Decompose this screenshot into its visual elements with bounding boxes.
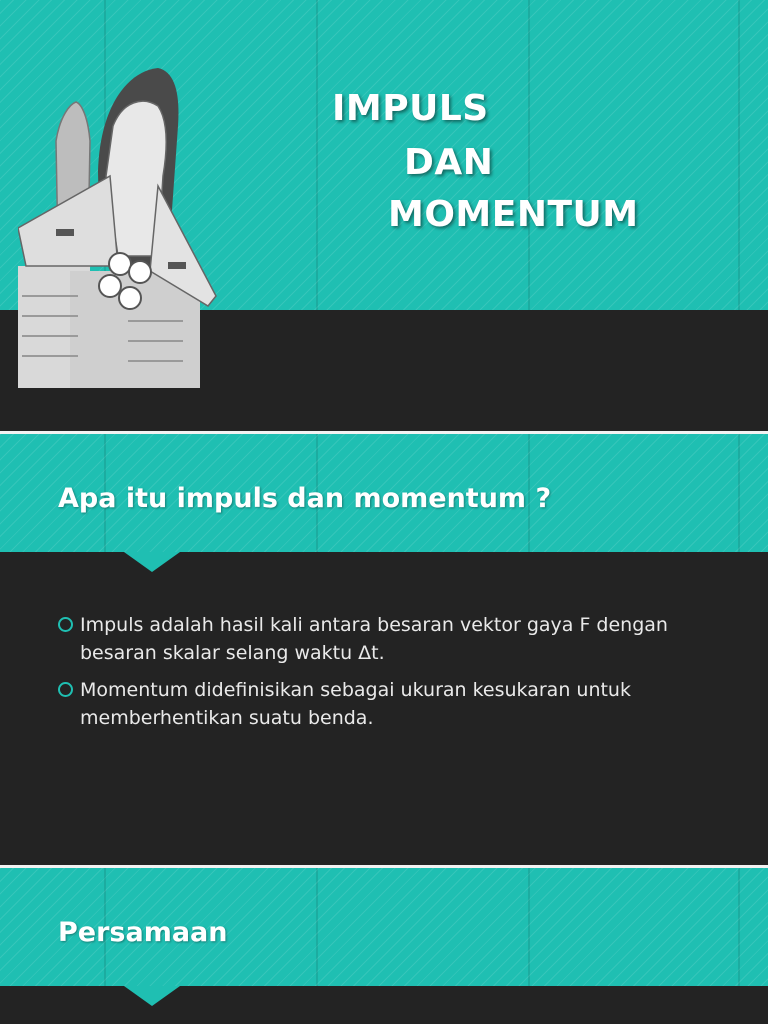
heading-notch-arrow [124, 552, 180, 572]
definition-list [56, 611, 736, 741]
slide-3-dark-band [0, 986, 768, 1024]
title-line-2: DAN [404, 142, 494, 183]
bullet-text: Momentum didefinisikan sebagai ukuran kesukaran untuk memberhentikan suatu benda. [80, 679, 631, 729]
list-item [56, 676, 736, 732]
bullet-text: Impuls adalah hasil kali antara besaran vektor gaya F dengan besaran skalar selang waktu Δt. [80, 614, 668, 664]
title-line-3: MOMENTUM [388, 194, 639, 235]
slide-3-heading: Persamaan [58, 917, 228, 948]
title-line-1: IMPULS [332, 88, 489, 129]
space-shuttle-image [18, 66, 223, 388]
hollow-circle-bullet-icon [58, 682, 73, 697]
hollow-circle-bullet-icon [58, 617, 73, 632]
list-item [56, 611, 736, 667]
slide-1 [0, 0, 768, 431]
heading-notch-arrow [124, 986, 180, 1006]
slide-2-heading: Apa itu impuls dan momentum ? [58, 483, 552, 514]
